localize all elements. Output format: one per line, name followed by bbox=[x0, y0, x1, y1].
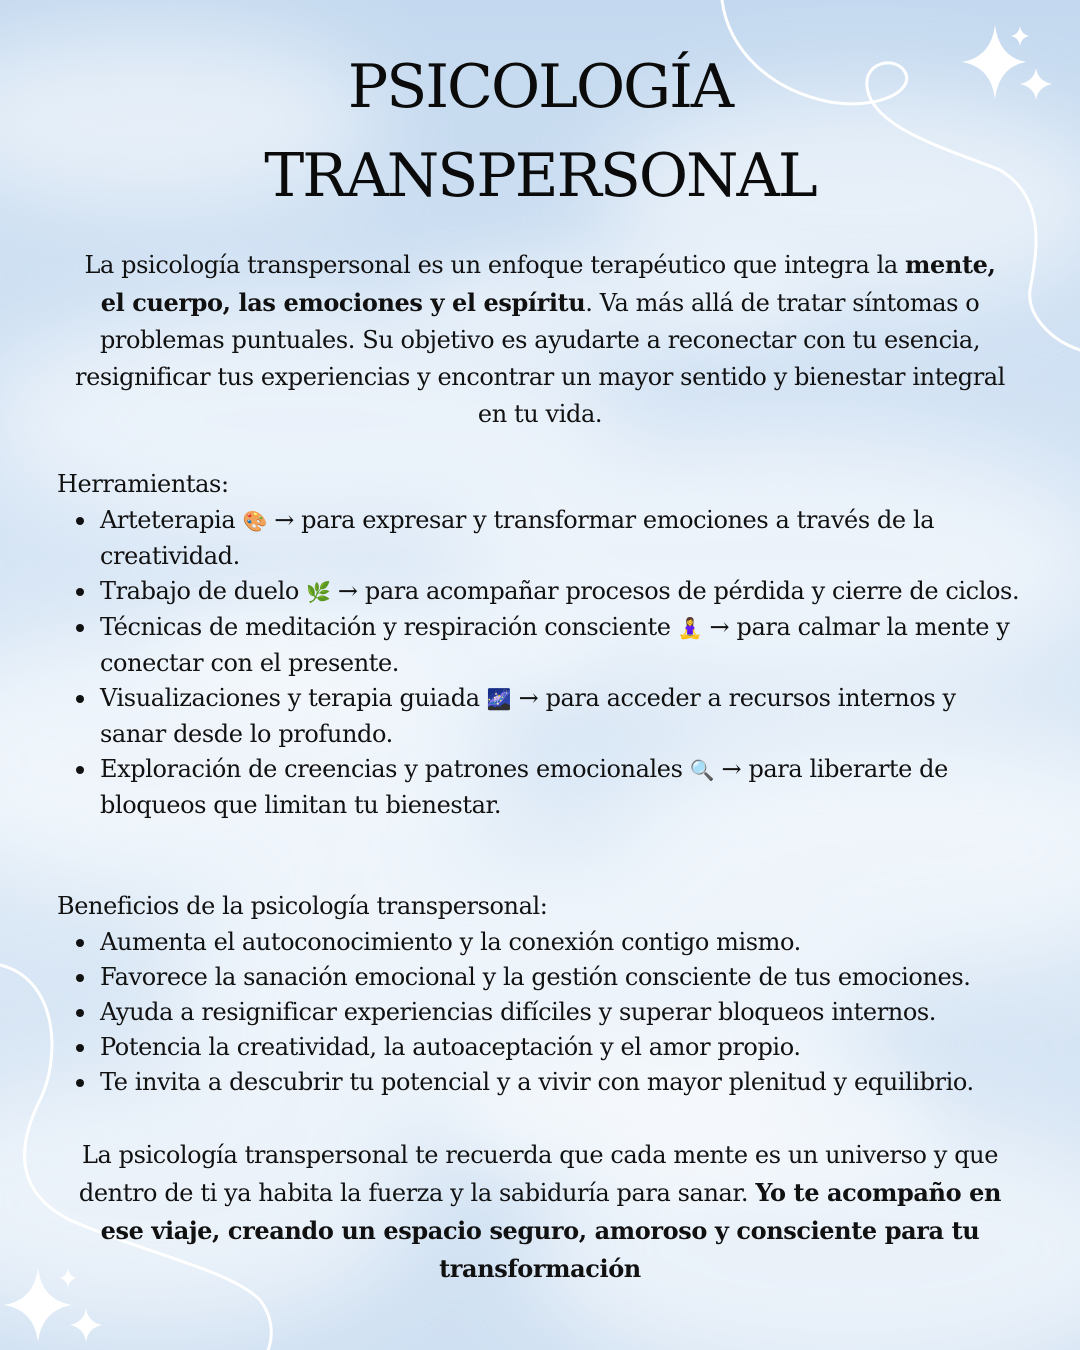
list-item bbox=[57, 503, 1022, 574]
intro-bold-text: mente, el cuerpo, las emociones y el espíritu bbox=[100, 250, 996, 317]
tool-description: para expresar y transformar emociones a través de la creatividad. bbox=[100, 506, 935, 570]
list-item bbox=[57, 574, 1022, 610]
arrow-icon: → bbox=[337, 577, 358, 605]
magnifier-icon: 🔍 bbox=[689, 758, 715, 782]
tool-name: Visualizaciones y terapia guiada bbox=[100, 684, 480, 712]
closing-paragraph bbox=[55, 1137, 1025, 1288]
tool-description: para calmar la mente y conectar con el presente. bbox=[100, 613, 1010, 677]
list-item: Favorece la sanación emocional y la gestión consciente de tus emociones. bbox=[57, 960, 1022, 995]
list-item bbox=[57, 752, 1022, 823]
intro-text-2: . Va más allá de tratar síntomas o problemas puntuales. Su objetivo es ayudarte a reconectar con tu esencia, resignificar tus experiencias y encontrar un mayor sentido y bienestar integral en tu vida. bbox=[75, 289, 1005, 428]
arrow-icon: → bbox=[709, 613, 730, 641]
list-item bbox=[57, 681, 1022, 752]
tool-name: Exploración de creencias y patrones emocionales bbox=[100, 755, 683, 783]
tool-name: Arteterapia bbox=[100, 506, 236, 534]
arrow-icon: → bbox=[721, 755, 742, 783]
list-item bbox=[57, 610, 1022, 681]
list-item: Aumenta el autoconocimiento y la conexión contigo mismo. bbox=[57, 925, 1022, 960]
tool-name: Trabajo de duelo bbox=[100, 577, 299, 605]
palette-icon: 🎨 bbox=[242, 509, 267, 533]
arrow-icon: → bbox=[518, 684, 539, 712]
page-title-line-2: TRANSPERSONAL bbox=[264, 141, 816, 211]
page-title-line-1: PSICOLOGÍA bbox=[347, 52, 733, 122]
herb-icon: 🌿 bbox=[306, 580, 331, 604]
benefits-heading: Beneficios de la psicología transpersonal: bbox=[57, 892, 548, 920]
tool-description: para acceder a recursos internos y sanar desde lo profundo. bbox=[100, 684, 956, 748]
meditation-icon: 🧘‍♀️ bbox=[677, 616, 703, 640]
tools-heading: Herramientas: bbox=[57, 470, 229, 498]
tools-list bbox=[57, 503, 1022, 823]
galaxy-icon: 🌌 bbox=[486, 687, 512, 711]
arrow-icon: → bbox=[274, 506, 294, 534]
intro-paragraph bbox=[70, 246, 1010, 433]
closing-text: La psicología transpersonal te recuerda que cada mente es un universo y que dentro de ti ya habita la fuerza y la sabiduría para sanar. bbox=[78, 1141, 999, 1207]
tool-description: para acompañar procesos de pérdida y cierre de ciclos. bbox=[364, 577, 1020, 605]
list-item: Ayuda a resignificar experiencias difíciles y superar bloqueos internos. bbox=[57, 995, 1022, 1030]
intro-text-1: La psicología transpersonal es un enfoque terapéutico que integra la bbox=[84, 251, 906, 279]
list-item: Te invita a descubrir tu potencial y a vivir con mayor plenitud y equilibrio. bbox=[57, 1065, 1022, 1100]
tool-description: para liberarte de bloqueos que limitan tu bienestar. bbox=[100, 755, 948, 819]
benefits-list bbox=[57, 925, 1022, 1100]
tool-name: Técnicas de meditación y respiración consciente bbox=[100, 613, 671, 641]
list-item: Potencia la creatividad, la autoaceptación y el amor propio. bbox=[57, 1030, 1022, 1065]
closing-bold-text: Yo te acompaño en ese viaje, creando un espacio seguro, amoroso y consciente para tu transformación bbox=[100, 1178, 1002, 1283]
